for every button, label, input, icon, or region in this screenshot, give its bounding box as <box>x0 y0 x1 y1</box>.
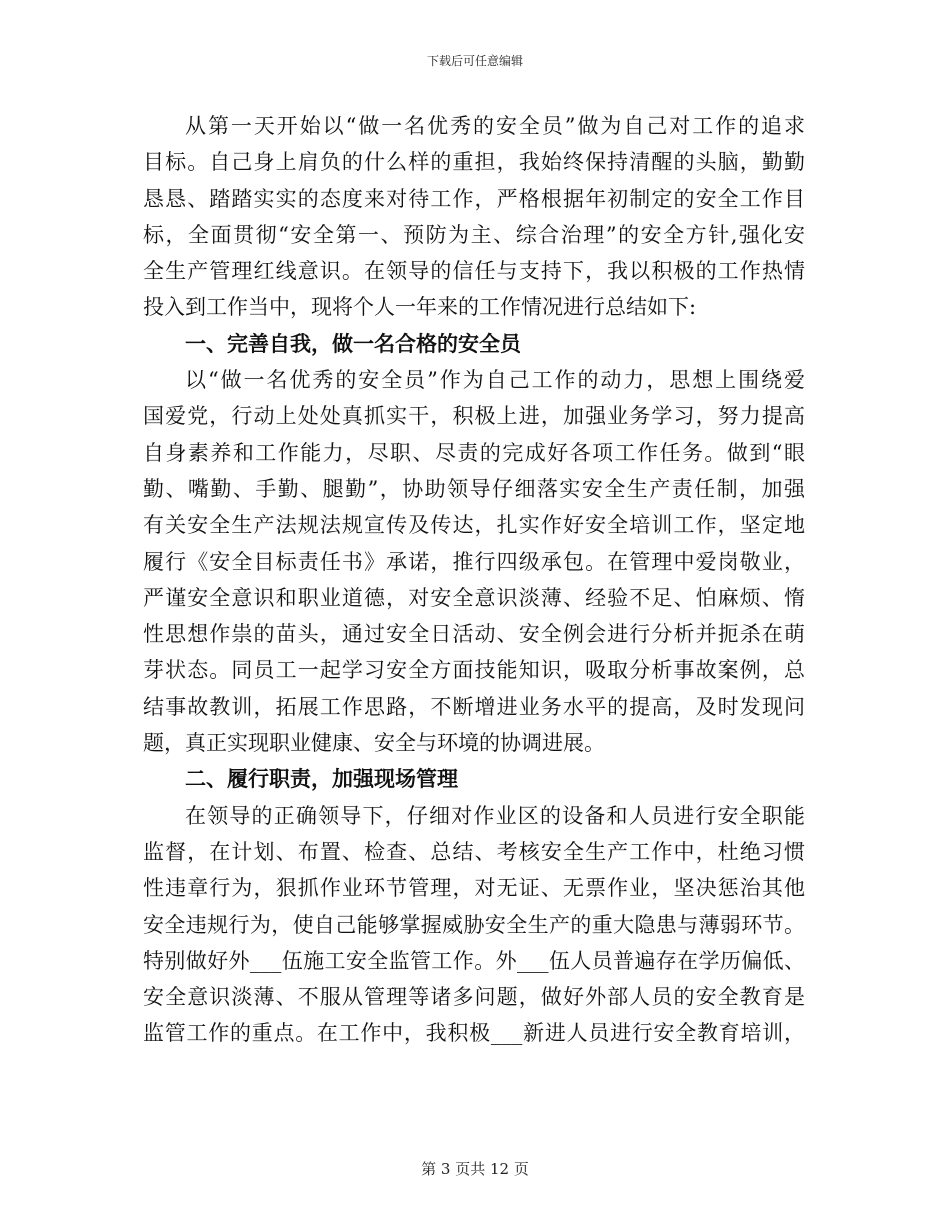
paragraph-line: 勤、嘴勤、手勤、腿勤”，协助领导仔细落实安全生产责任制，加强 <box>143 476 805 501</box>
section-heading: 二、履行职责，加强现场管理 <box>185 766 458 792</box>
paragraph-line: 性思想作祟的苗头，通过安全日活动、安全例会进行分析并扼杀在萌 <box>143 622 805 647</box>
paragraph-line: 性违章行为，狠抓作业环节管理，对无证、无票作业，坚决惩治其他 <box>143 876 805 901</box>
paragraph-line: 全生产管理红线意识。在领导的信任与支持下，我以积极的工作热情 <box>143 259 805 284</box>
paragraph-line: 题，真正实现职业健康、安全与环境的协调进展。 <box>143 731 605 756</box>
paragraph-line: 安全违规行为，使自己能够掌握威胁安全生产的重大隐患与薄弱环节。 <box>143 912 805 937</box>
page-header: 下载后可任意编辑 <box>426 54 523 68</box>
section-heading: 一、完善自我，做一名合格的安全员 <box>185 330 521 356</box>
paragraph-line: 结事故教训，拓展工作思路，不断增进业务水平的提高，及时发现问 <box>143 694 805 719</box>
paragraph-line: 履行《安全目标责任书》承诺，推行四级承包。在管理中爱岗敬业， <box>143 549 805 574</box>
paragraph-line: 特别做好外___伍施工安全监管工作。外___伍人员普遍存在学历偏低、 <box>143 948 805 973</box>
page-footer: 第 3 页共 12 页 <box>421 1160 529 1178</box>
paragraph-line: 自身素养和工作能力，尽职、尽责的完成好各项工作任务。做到“眼 <box>143 440 805 465</box>
document-body <box>143 108 805 1052</box>
paragraph-line: 监管工作的重点。在工作中，我积极___新进人员进行安全教育培训， <box>143 1021 805 1046</box>
paragraph-line: 以“做一名优秀的安全员”作为自己工作的动力，思想上围绕爱 <box>185 368 805 393</box>
paragraph-line: 严谨安全意识和职业道德，对安全意识淡薄、经验不足、怕麻烦、惰 <box>143 585 805 610</box>
paragraph-line: 芽状态。同员工一起学习安全方面技能知识，吸取分析事故案例，总 <box>143 658 805 683</box>
paragraph-line: 国爱党，行动上处处真抓实干，积极上进，加强业务学习，努力提高 <box>143 404 805 429</box>
paragraph-line: 监督，在计划、布置、检查、总结、考核安全生产工作中，杜绝习惯 <box>143 839 805 864</box>
paragraph-line: 安全意识淡薄、不服从管理等诸多问题，做好外部人员的安全教育是 <box>143 985 805 1010</box>
paragraph-line: 目标。自己身上肩负的什么样的重担，我始终保持清醒的头脑，勤勤 <box>143 150 805 175</box>
paragraph-line: 有关安全生产法规法规宣传及传达，扎实作好安全培训工作，坚定地 <box>143 513 805 538</box>
paragraph-line: 投入到工作当中，现将个人一年来的工作情况进行总结如下: <box>143 295 697 320</box>
paragraph-line: 恳恳、踏踏实实的态度来对待工作，严格根据年初制定的安全工作目 <box>143 186 805 211</box>
paragraph-line: 标，全面贯彻“安全第一、预防为主、综合治理”的安全方针,强化安 <box>143 222 805 247</box>
paragraph-line: 从第一天开始以“做一名优秀的安全员”做为自己对工作的追求 <box>185 114 805 138</box>
paragraph-line: 在领导的正确领导下，仔细对作业区的设备和人员进行安全职能 <box>185 803 805 828</box>
